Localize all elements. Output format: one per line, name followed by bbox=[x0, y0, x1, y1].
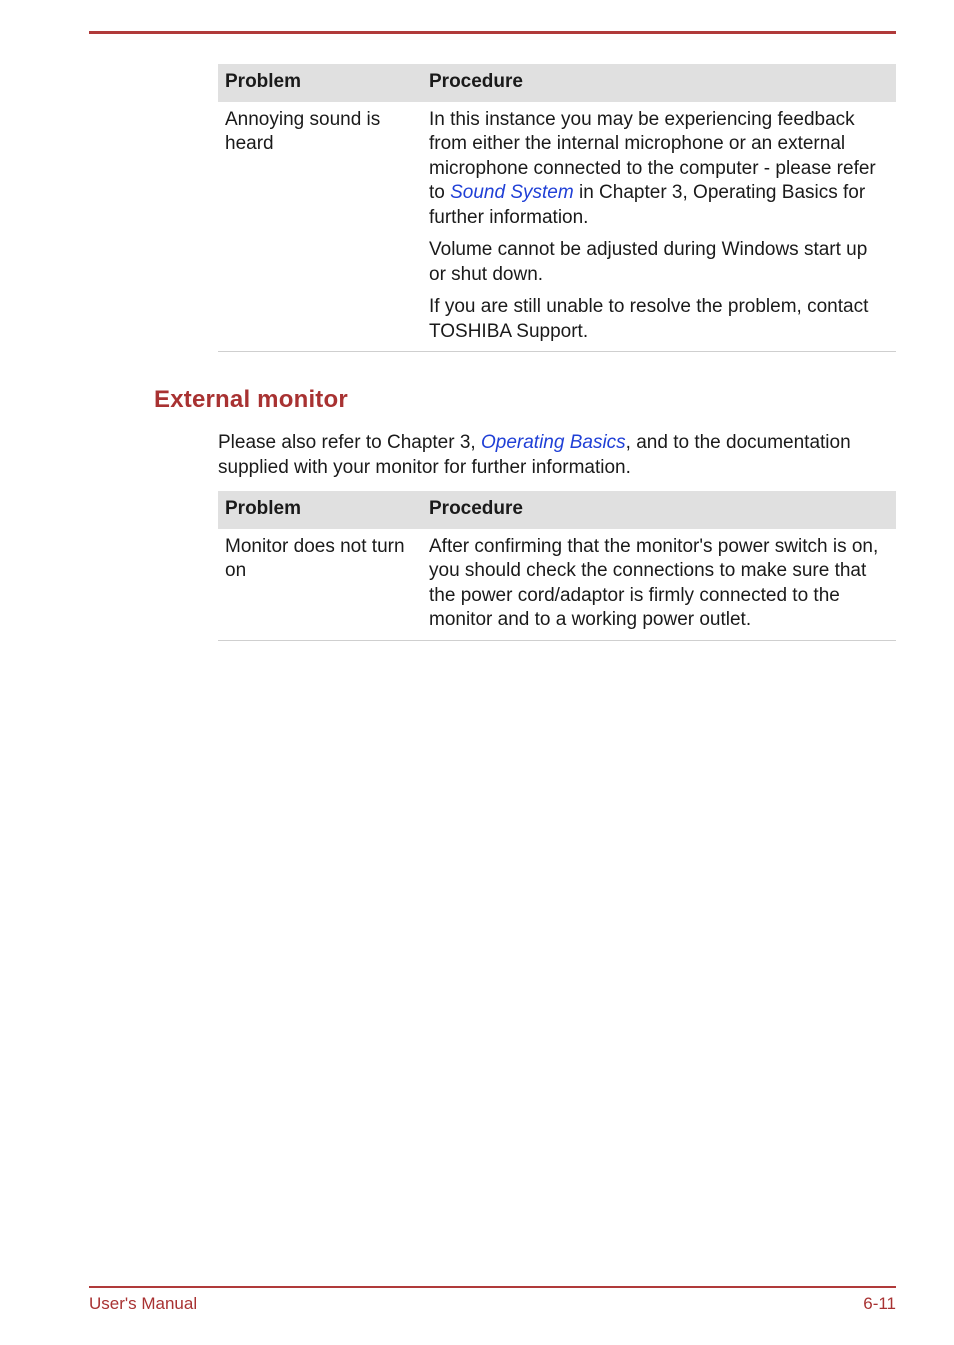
procedure-cell: After confirming that the monitor's power switch is on, you should check the connections to make sure that the power cord/adaptor is firmly connected to the monitor and to a working power outlet. bbox=[422, 529, 896, 641]
problem-cell: Monitor does not turn on bbox=[218, 529, 422, 641]
footer-rule bbox=[89, 1286, 896, 1288]
intro-text: , and to the documentation supplied with your monitor for further information. bbox=[218, 432, 851, 478]
header-rule bbox=[89, 31, 896, 34]
column-header-procedure: Procedure bbox=[422, 491, 896, 529]
table-header-row bbox=[218, 64, 896, 102]
column-header-problem: Problem bbox=[218, 64, 422, 102]
footer-manual-title: User's Manual bbox=[89, 1294, 198, 1313]
procedure-cell bbox=[422, 102, 896, 352]
section-intro bbox=[218, 430, 908, 480]
monitor-troubleshooting-table bbox=[218, 491, 896, 641]
table-header-row bbox=[218, 491, 896, 529]
procedure-text: in Chapter 3, Operating Basics for further information. bbox=[429, 182, 866, 228]
procedure-paragraph: Volume cannot be adjusted during Windows start up or shut down. bbox=[429, 239, 868, 285]
footer-page-number: 6-11 bbox=[863, 1294, 896, 1313]
problem-cell: Annoying sound is heard bbox=[218, 102, 422, 352]
sound-troubleshooting-table bbox=[218, 64, 896, 352]
table-row bbox=[218, 529, 896, 641]
operating-basics-link[interactable]: Operating Basics bbox=[480, 432, 626, 453]
section-heading: External monitor bbox=[154, 386, 348, 413]
column-header-procedure: Procedure bbox=[422, 64, 896, 102]
procedure-text: In this instance you may be experiencing feedback from either the internal microphone or an external microphone connected to the computer - please refer to bbox=[429, 108, 876, 203]
procedure-paragraph bbox=[429, 108, 889, 231]
column-header-problem: Problem bbox=[218, 491, 422, 529]
procedure-paragraph: If you are still unable to resolve the problem, contact TOSHIBA Support. bbox=[429, 296, 869, 342]
intro-text: Please also refer to Chapter 3, bbox=[218, 432, 481, 453]
sound-system-link[interactable]: Sound System bbox=[450, 182, 574, 203]
table-row bbox=[218, 102, 896, 352]
